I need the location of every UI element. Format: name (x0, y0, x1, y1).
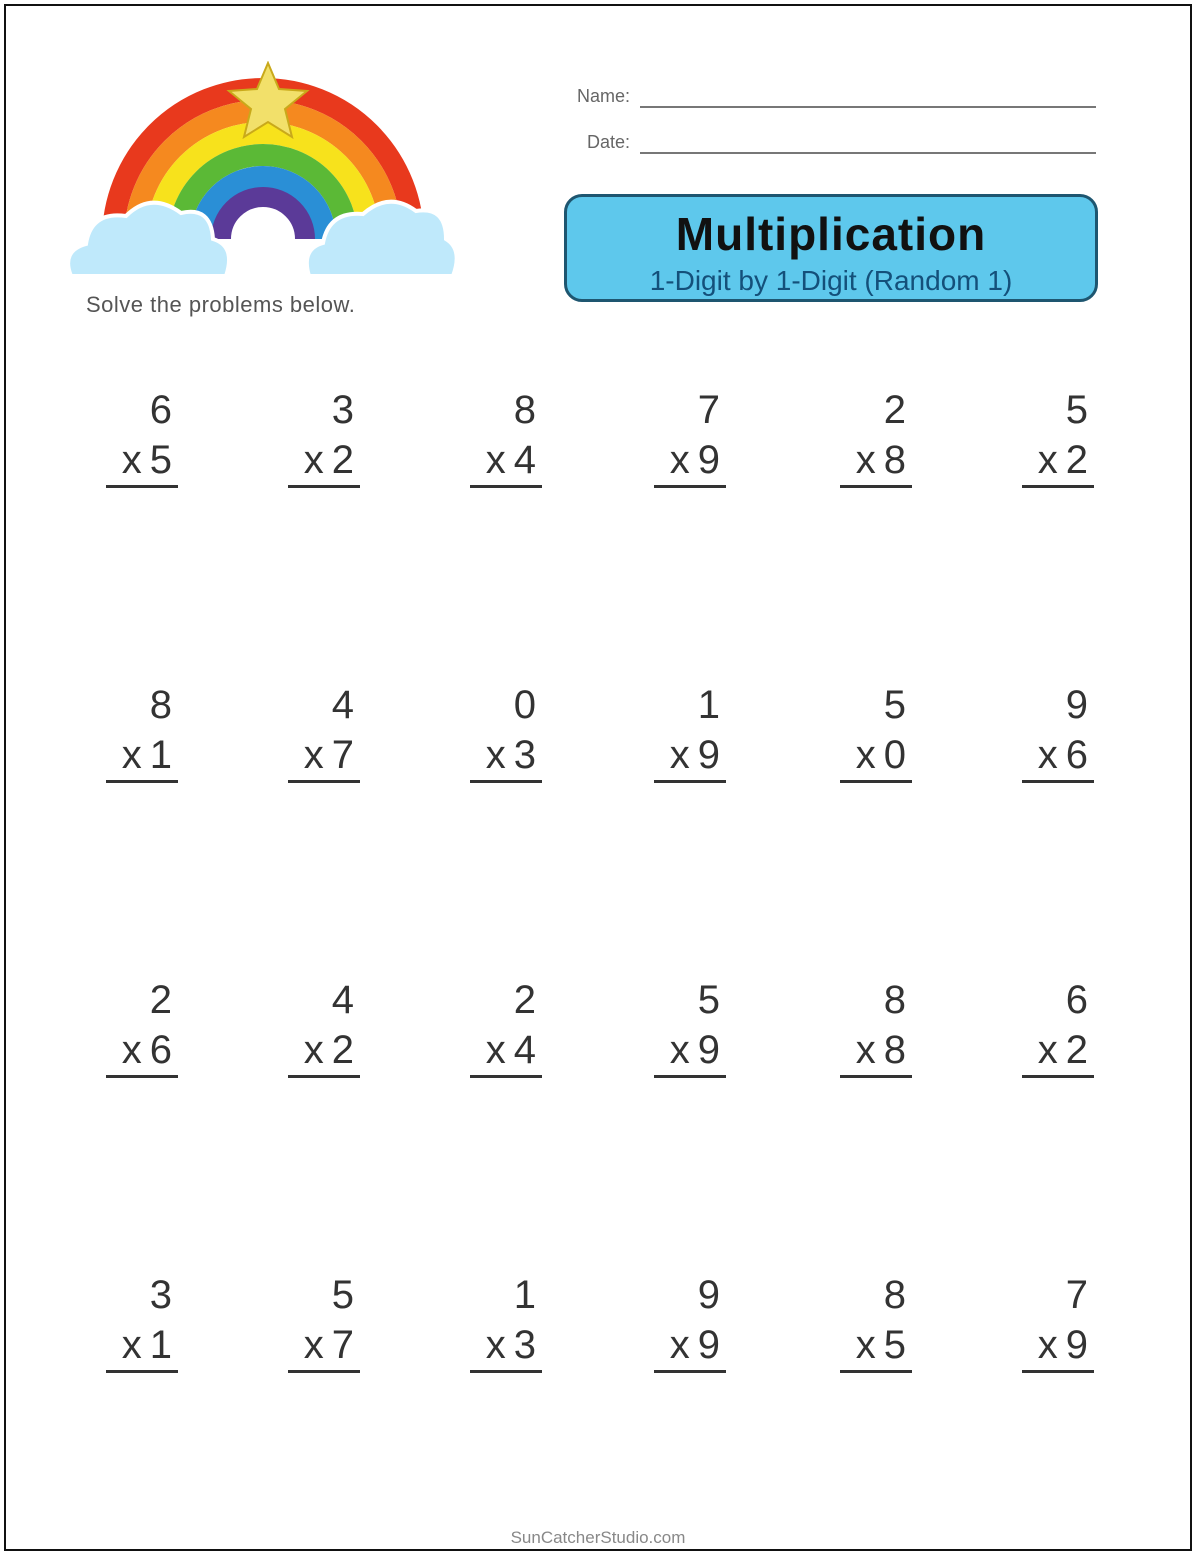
problem-bottom-number: 6 (149, 1028, 172, 1072)
problem-bottom-line (670, 1026, 720, 1074)
problem-top-number: 4 (331, 683, 354, 727)
problem-bottom-line (486, 1026, 536, 1074)
answer-rule (288, 485, 360, 488)
multiply-sign: x (669, 1028, 690, 1072)
problem-bottom-number: 0 (883, 733, 906, 777)
multiply-sign: x (485, 438, 506, 482)
footer-credit: SunCatcherStudio.com (510, 1528, 686, 1547)
answer-rule (654, 1370, 726, 1373)
problem-bottom-line (304, 1321, 354, 1369)
title-box (564, 194, 1098, 302)
answer-rule (106, 485, 178, 488)
multiply-sign: x (485, 1028, 506, 1072)
problem-bottom-number: 2 (331, 438, 354, 482)
problem (992, 386, 1102, 496)
worksheet-page (4, 4, 1192, 1551)
problem (440, 976, 550, 1086)
problem-bottom-line (670, 731, 720, 779)
problem-bottom-line (122, 731, 172, 779)
problem (258, 1271, 368, 1381)
date-field[interactable] (526, 130, 1096, 160)
problem-top-number: 6 (1065, 978, 1088, 1022)
problem (440, 386, 550, 496)
problem-bottom-number: 1 (149, 733, 172, 777)
problem-bottom-number: 4 (513, 1028, 536, 1072)
problem-top-number: 6 (149, 388, 172, 432)
name-label: Name: (576, 86, 630, 106)
problem-bottom-number: 9 (1065, 1323, 1088, 1367)
answer-rule (654, 1075, 726, 1078)
date-label: Date: (586, 132, 630, 152)
multiply-sign: x (855, 438, 876, 482)
problem-bottom-number: 8 (883, 1028, 906, 1072)
problem-bottom-number: 5 (149, 438, 172, 482)
problem-top-number: 8 (883, 1273, 906, 1317)
problem-top-number: 2 (513, 978, 536, 1022)
problem-bottom-number: 2 (1065, 438, 1088, 482)
instructions-text: Solve the problems below. (86, 292, 356, 317)
answer-rule (106, 780, 178, 783)
problem-bottom-line (856, 436, 906, 484)
multiply-sign: x (669, 438, 690, 482)
problem-top-number: 2 (883, 388, 906, 432)
problem-bottom-line (486, 1321, 536, 1369)
multiply-sign: x (121, 733, 142, 777)
multiply-sign: x (121, 1323, 142, 1367)
problem-top-number: 7 (697, 388, 720, 432)
problem-top-number: 9 (1065, 683, 1088, 727)
problem-bottom-line (122, 436, 172, 484)
problem (258, 976, 368, 1086)
problem (76, 681, 186, 791)
problem-bottom-line (304, 731, 354, 779)
problem-bottom-line (670, 436, 720, 484)
multiply-sign: x (303, 438, 324, 482)
problem-bottom-line (122, 1321, 172, 1369)
answer-rule (840, 1370, 912, 1373)
problem (624, 1271, 734, 1381)
problem (992, 681, 1102, 791)
problem-bottom-number: 2 (331, 1028, 354, 1072)
problem-bottom-number: 9 (697, 733, 720, 777)
answer-rule (1022, 1075, 1094, 1078)
problem-bottom-line (1038, 1026, 1088, 1074)
problem (76, 976, 186, 1086)
worksheet-title: Multiplication (675, 208, 987, 260)
problem-top-number: 2 (149, 978, 172, 1022)
problem-bottom-number: 7 (331, 1323, 354, 1367)
answer-rule (1022, 780, 1094, 783)
problem-bottom-line (486, 436, 536, 484)
problem-top-number: 9 (697, 1273, 720, 1317)
multiply-sign: x (1037, 733, 1058, 777)
problem-bottom-number: 7 (331, 733, 354, 777)
answer-rule (288, 1075, 360, 1078)
problem-bottom-line (304, 436, 354, 484)
date-line[interactable] (640, 152, 1096, 154)
multiply-sign: x (669, 1323, 690, 1367)
problem-top-number: 8 (513, 388, 536, 432)
problem-top-number: 3 (149, 1273, 172, 1317)
multiply-sign: x (303, 1323, 324, 1367)
multiply-sign: x (485, 733, 506, 777)
answer-rule (470, 485, 542, 488)
problem-bottom-line (670, 1321, 720, 1369)
answer-rule (1022, 485, 1094, 488)
problem-bottom-line (304, 1026, 354, 1074)
multiply-sign: x (121, 438, 142, 482)
answer-rule (1022, 1370, 1094, 1373)
answer-rule (470, 780, 542, 783)
answer-rule (470, 1075, 542, 1078)
problem-bottom-line (1038, 436, 1088, 484)
problem-row (76, 976, 1146, 1086)
answer-rule (840, 485, 912, 488)
problem-bottom-line (856, 731, 906, 779)
problem (76, 386, 186, 496)
problem (624, 681, 734, 791)
problem-top-number: 5 (697, 978, 720, 1022)
cloud-icon (68, 202, 457, 276)
problem-bottom-line (856, 1321, 906, 1369)
problem-top-number: 0 (513, 683, 536, 727)
problem-bottom-line (486, 731, 536, 779)
problem (624, 976, 734, 1086)
problem-bottom-line (856, 1026, 906, 1074)
problem-top-number: 1 (513, 1273, 536, 1317)
name-line[interactable] (640, 106, 1096, 108)
multiply-sign: x (1037, 1028, 1058, 1072)
answer-rule (106, 1370, 178, 1373)
problem-top-number: 5 (883, 683, 906, 727)
problem-row (76, 1271, 1146, 1381)
answer-rule (106, 1075, 178, 1078)
problem-top-number: 5 (1065, 388, 1088, 432)
problem-bottom-number: 5 (883, 1323, 906, 1367)
rainbow-icon (61, 61, 461, 286)
problem (992, 1271, 1102, 1381)
problem (992, 976, 1102, 1086)
multiply-sign: x (669, 733, 690, 777)
problem-bottom-number: 3 (513, 733, 536, 777)
multiply-sign: x (855, 733, 876, 777)
answer-rule (654, 780, 726, 783)
answer-rule (288, 780, 360, 783)
problem-bottom-number: 8 (883, 438, 906, 482)
problem-bottom-line (1038, 731, 1088, 779)
problem (810, 976, 920, 1086)
problem-top-number: 8 (883, 978, 906, 1022)
problem-bottom-number: 2 (1065, 1028, 1088, 1072)
problem-bottom-number: 6 (1065, 733, 1088, 777)
problem-top-number: 5 (331, 1273, 354, 1317)
problem (258, 386, 368, 496)
multiply-sign: x (1037, 438, 1058, 482)
problem-top-number: 4 (331, 978, 354, 1022)
multiply-sign: x (855, 1028, 876, 1072)
problem (810, 386, 920, 496)
answer-rule (470, 1370, 542, 1373)
problem-top-number: 3 (331, 388, 354, 432)
answer-rule (654, 485, 726, 488)
problem-row (76, 386, 1146, 496)
problem (624, 386, 734, 496)
problem (258, 681, 368, 791)
problem (440, 1271, 550, 1381)
answer-rule (840, 780, 912, 783)
problem-bottom-number: 1 (149, 1323, 172, 1367)
problem-bottom-number: 9 (697, 1028, 720, 1072)
multiply-sign: x (303, 733, 324, 777)
problem-top-number: 7 (1065, 1273, 1088, 1317)
problem-bottom-line (1038, 1321, 1088, 1369)
problem (440, 681, 550, 791)
problem-top-number: 8 (149, 683, 172, 727)
problem (76, 1271, 186, 1381)
multiply-sign: x (121, 1028, 142, 1072)
problem-bottom-number: 9 (697, 1323, 720, 1367)
multiply-sign: x (303, 1028, 324, 1072)
problem-bottom-line (122, 1026, 172, 1074)
problem-bottom-number: 3 (513, 1323, 536, 1367)
problem-bottom-number: 9 (697, 438, 720, 482)
multiply-sign: x (1037, 1323, 1058, 1367)
problem (810, 1271, 920, 1381)
multiply-sign: x (855, 1323, 876, 1367)
name-field[interactable] (526, 84, 1096, 114)
problem-row (76, 681, 1146, 791)
problem-top-number: 1 (697, 683, 720, 727)
problem (810, 681, 920, 791)
answer-rule (288, 1370, 360, 1373)
problem-bottom-number: 4 (513, 438, 536, 482)
answer-rule (840, 1075, 912, 1078)
multiply-sign: x (485, 1323, 506, 1367)
worksheet-subtitle: 1-Digit by 1-Digit (Random 1) (649, 265, 1013, 296)
